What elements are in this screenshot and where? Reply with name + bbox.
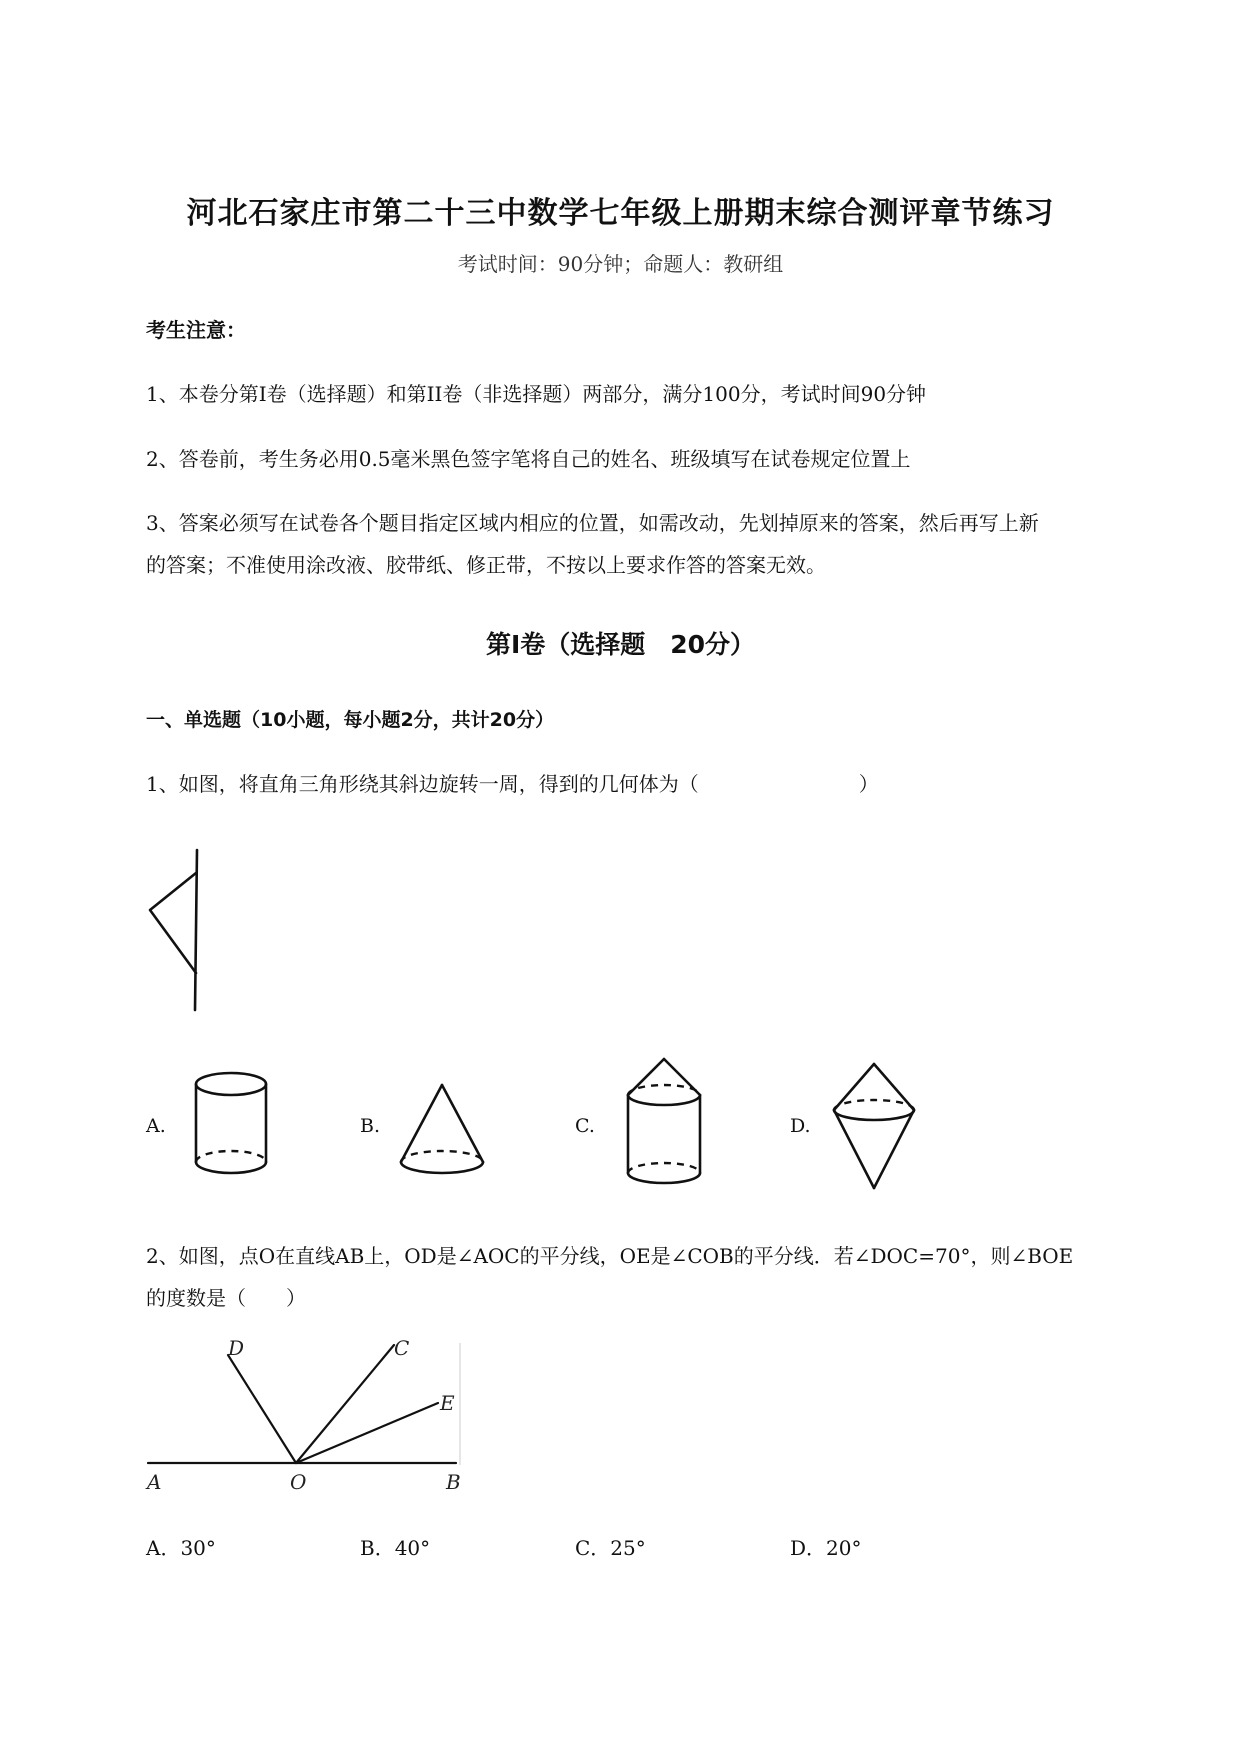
- q2-stem-line2: 的度数是（ ）: [146, 1286, 306, 1310]
- q1-option-b-cone[interactable]: [395, 1080, 490, 1180]
- notice-item-3: 3、答案必须写在试卷各个题目指定区域内相应的位置，如需改动，先划掉原来的答案，然后再写上新: [146, 511, 1039, 535]
- label-d: D: [228, 1336, 245, 1360]
- section-title: 第I卷（选择题 20分）: [485, 630, 756, 659]
- q1-triangle-figure: [140, 845, 210, 1015]
- q1-option-a-label[interactable]: A.: [146, 1115, 166, 1137]
- q2-stem-line1: 2、如图，点O在直线AB上，OD是∠AOC的平分线，OE是∠COB的平分线．若∠DOC=70°，则∠BOE: [146, 1244, 1074, 1268]
- page-title: 河北石家庄市第二十三中数学七年级上册期末综合测评章节练习: [186, 196, 1055, 231]
- q1-option-c-cone-cylinder[interactable]: [620, 1055, 710, 1190]
- exam-subtitle: 考试时间：90分钟；命题人：教研组: [457, 252, 784, 276]
- label-o: O: [290, 1470, 307, 1494]
- notice-item-1: 1、本卷分第I卷（选择题）和第II卷（非选择题）两部分，满分100分，考试时间90分钟: [146, 382, 927, 406]
- q1-option-c-label[interactable]: C.: [575, 1115, 595, 1137]
- q2-option-b[interactable]: B．40°: [360, 1536, 431, 1560]
- q1-option-a-cylinder[interactable]: [190, 1070, 280, 1180]
- part-heading: 一、单选题（10小题，每小题2分，共计20分）: [146, 709, 555, 731]
- notice-item-3-cont: 的答案；不准使用涂改液、胶带纸、修正带，不按以上要求作答的答案无效。: [146, 553, 826, 577]
- q2-option-c[interactable]: C．25°: [575, 1536, 646, 1560]
- q2-option-d[interactable]: D．20°: [790, 1536, 862, 1560]
- q1-option-b-label[interactable]: B.: [360, 1115, 381, 1137]
- label-b: B: [446, 1470, 461, 1494]
- q2-option-a[interactable]: A．30°: [146, 1536, 216, 1560]
- q1-option-d-label[interactable]: D.: [790, 1115, 811, 1137]
- label-c: C: [394, 1336, 410, 1360]
- q1-stem: 1、如图，将直角三角形绕其斜边旋转一周，得到的几何体为（ ）: [146, 772, 879, 796]
- q1-option-d-double-cone[interactable]: [828, 1060, 923, 1195]
- q2-angle-figure: [140, 1335, 470, 1495]
- label-e: E: [440, 1391, 455, 1415]
- notice-item-2: 2、答卷前，考生务必用0.5毫米黑色签字笔将自己的姓名、班级填写在试卷规定位置上: [146, 447, 911, 471]
- label-a: A: [147, 1470, 162, 1494]
- notice-heading: 考生注意：: [146, 318, 246, 342]
